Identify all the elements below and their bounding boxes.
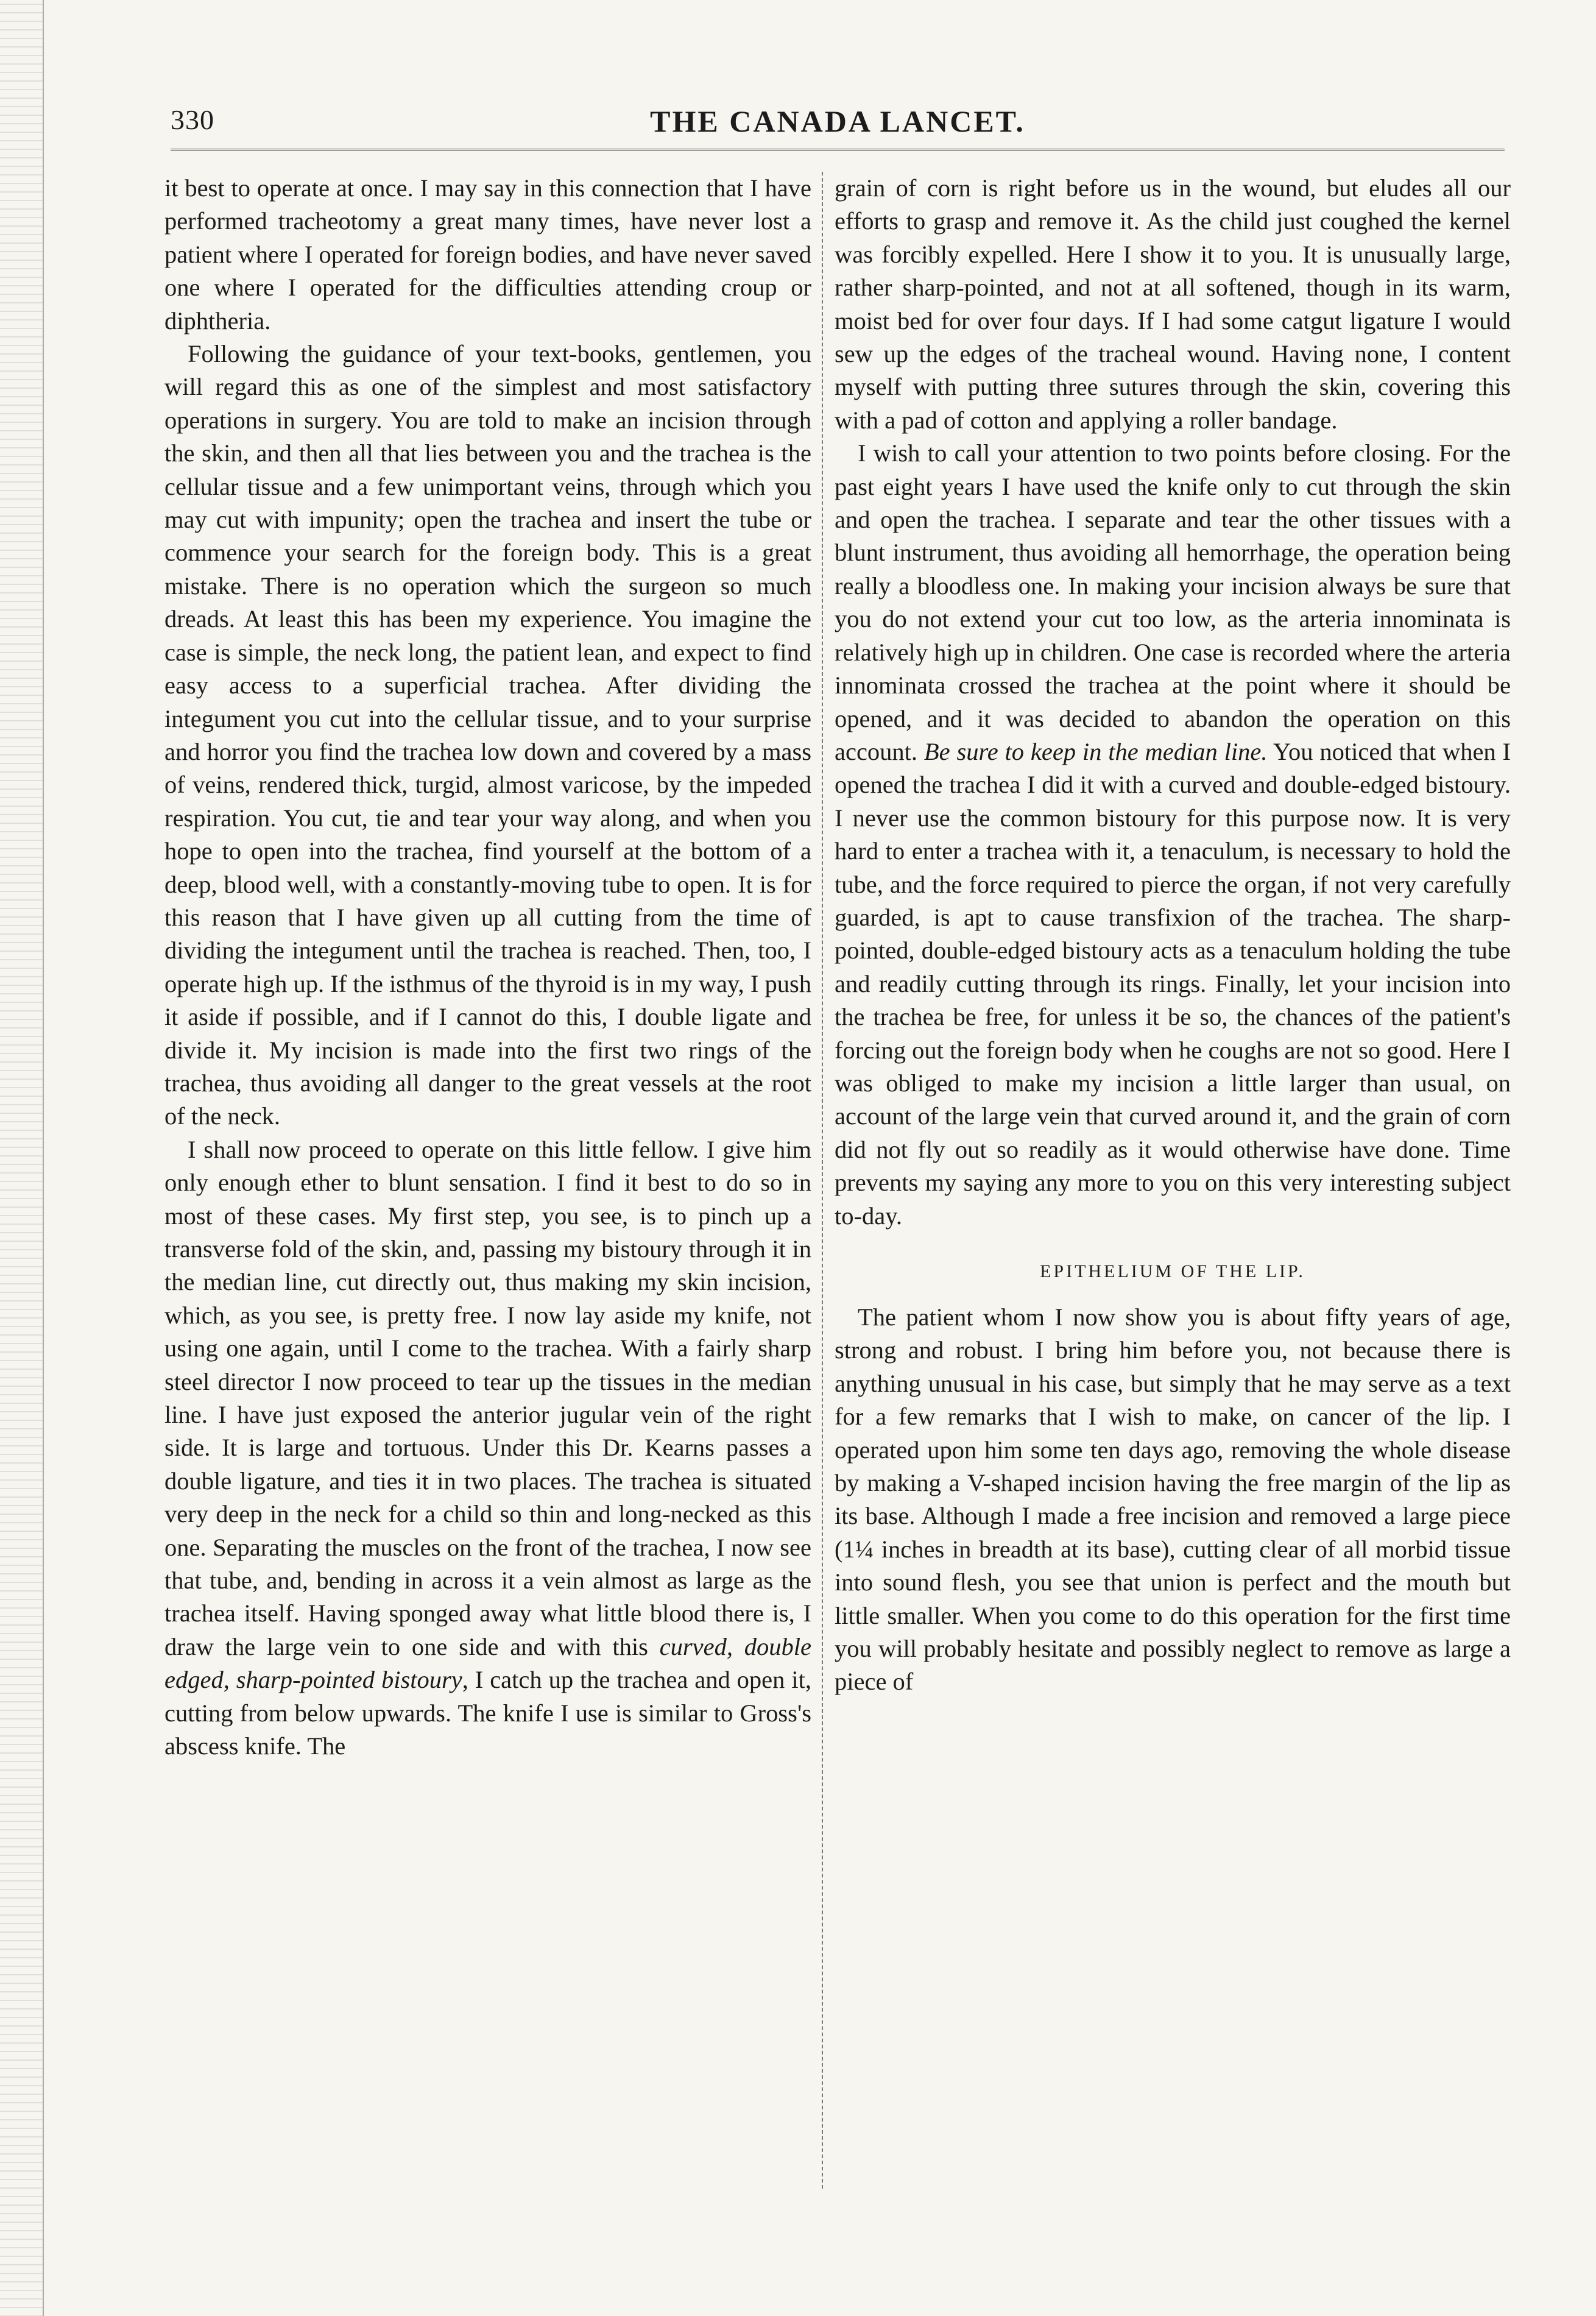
column-divider <box>822 172 823 2189</box>
section-heading: EPITHELIUM OF THE LIP. <box>1040 1261 1305 1281</box>
paragraph <box>835 437 1511 1233</box>
paragraph: it best to operate at once. I may say in this connection that I have performed tracheotomy a great many times, have never lost a patient where I operated for foreign bodies, and have never saved one where I operated for the difficulties attending croup or diphtheria. <box>164 174 811 335</box>
page-binding-edge <box>0 0 44 2316</box>
page-number: 330 <box>171 104 214 135</box>
italic-phrase: Be sure to keep in the median line. <box>923 737 1268 765</box>
journal-title: THE CANADA LANCET. <box>650 104 1025 138</box>
header-rule <box>171 149 1505 151</box>
left-column <box>164 172 811 2195</box>
paragraph-text: I shall now proceed to operate on this little fellow. I give him only enough ether to blunt sensation. I find it best to do so in most of these cases. My first step, you see, is to pinch up a transverse fold of the skin, and, passing my bistoury through it in the median line, cut directly out, thus making my skin incision, which, as you see, is pretty free. I now lay aside my knife, not using one again, until I come to the trachea. With a fairly sharp steel director I now proceed to tear up the tissues in the median line. I have just exposed the anterior jugular vein of the right side. It is large and tortuous. Under this Dr. Kearns passes a double ligature, and ties it in two places. The trachea is situated very deep in the neck for a child so thin and long-necked as this one. Separating the muscles on the front of the trachea, I now see that tube, and, bending in across it a vein almost as large as the trachea itself. Having sponged away what little blood there is, I draw the large vein to one side and with this <box>164 1135 811 1660</box>
paragraph-text: I wish to call your attention to two points before closing. For the past eight years I have used the knife only to cut through the skin and open the trachea. I separate and tear the other tissues with a blunt instrument, thus avoiding all hemorrhage, the operation being really a bloodless one. In making your incision always be sure that you do not extend your cut too low, as the arteria innominata is relatively high up in children. One case is recorded where the arteria innominata crossed the trachea at the point where it should be opened, and it was decided to abandon the operation on this account. <box>835 439 1511 765</box>
paragraph: Following the guidance of your text-books, gentlemen, you will regard this as one of the simplest and most satisfactory operations in surgery. You are told to make an incision through the skin, and then all that lies between you and the trachea is the cellular tissue and a few unimportant veins, through which you may cut with impunity; open the trachea and insert the tube or commence your search for the foreign body. This is a great mistake. There is no operation which the surgeon so much dreads. At least this has been my experience. You imagine the case is simple, the neck long, the patient lean, and expect to find easy access to a superficial trachea. After dividing the integument you cut into the cellular tissue, and to your surprise and horror you find the trachea low down and covered by a mass of veins, rendered thick, turgid, almost varicose, by the impeded respiration. You cut, tie and tear your way along, and when you hope to open into the trachea, find yourself at the bottom of a deep, blood well, with a constantly-moving tube to open. It is for this reason that I have given up all cutting from the time of dividing the integument until the trachea is reached. Then, too, I operate high up. If the isthmus of the thyroid is in my way, I push it aside if possible, and if I cannot do this, I double ligate and divide it. My incision is made into the first two rings of the trachea, thus avoiding all danger to the great vessels at the root of the neck. <box>164 340 811 1130</box>
paragraph <box>164 1133 811 1763</box>
paragraph: grain of corn is right before us in the wound, but eludes all our efforts to grasp and remove it. As the child just coughed the kernel was forcibly expelled. Here I show it to you. It is unusually large, rather sharp-pointed, and not at all softened, though in its warm, moist bed for over four days. If I had some catgut ligature I would sew up the edges of the tracheal wound. Having none, I content myself with putting three sutures through the skin, covering this with a pad of cotton and applying a roller bandage. <box>835 174 1511 434</box>
paragraph-text: You noticed that when I opened the trachea I did it with a curved and double-edged bistoury. I never use the common bistoury for this purpose now. It is very hard to enter a trachea with it, a tenaculum, is necessary to hold the tube, and the force required to pierce the organ, if not very carefully guarded, is apt to cause transfixion of the trachea. The sharp-pointed, double-edged bistoury acts as a tenaculum holding the tube and readily cutting through its rings. Finally, let your incision into the trachea be free, for unless it be so, the chances of the patient's forcing out the foreign body when he coughs are not so good. Here I was obliged to make my incision a little larger than usual, on account of the large vein that curved around it, and the grain of corn did not fly out so readily as it would otherwise have done. Time prevents my saying any more to you on this very interesting subject to-day. <box>835 737 1511 1230</box>
paragraph: The patient whom I now show you is about fifty years of age, strong and robust. I bring him before you, not because there is anything unusual in his case, but simply that he may serve as a text for a few remarks that I wish to make, on cancer of the lip. I operated upon him some ten days ago, removing the whole disease by making a V-shaped incision having the free margin of the lip as its base. Although I made a free incision and removed a large piece (1¼ inches in breadth at its base), cutting clear of all morbid tissue into sound flesh, you see that union is perfect and the mouth but little smaller. When you come to do this operation for the first time you will probably hesitate and possibly neglect to remove as large a piece of <box>835 1303 1511 1696</box>
running-head <box>171 104 1505 143</box>
paragraph-text: , I catch up the trachea and open it, cutting from below upwards. The knife I use is similar to Gross's abscess knife. The <box>164 1666 811 1760</box>
italic-phrase: curved, double edged, sharp-pointed bistoury <box>164 1632 811 1694</box>
right-column <box>835 172 1511 2195</box>
